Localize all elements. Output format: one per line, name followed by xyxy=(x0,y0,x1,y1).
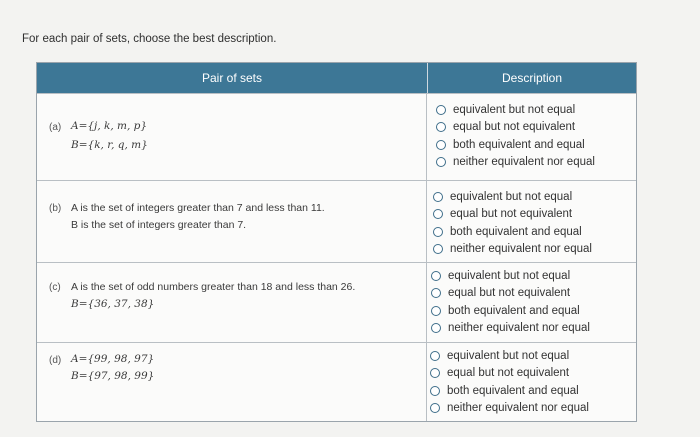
desc-cell-d xyxy=(427,343,636,421)
sets-table xyxy=(36,62,637,422)
pair-cell-c xyxy=(37,263,427,342)
table-header xyxy=(37,63,636,93)
radio-button[interactable] xyxy=(433,244,443,254)
desc-cell-a xyxy=(427,94,636,180)
radio-button[interactable] xyxy=(436,157,446,167)
option-label: both equivalent and equal xyxy=(448,304,580,317)
option-d-equal-not-equivalent[interactable] xyxy=(430,365,589,383)
option-label: both equivalent and equal xyxy=(447,384,579,397)
set-a-definition: A={j, k, m, p} xyxy=(71,120,148,132)
option-label: equivalent but not equal xyxy=(448,269,571,282)
option-label: neither equivalent nor equal xyxy=(450,243,592,256)
option-label: equal but not equivalent xyxy=(448,287,571,300)
option-label: equivalent but not equal xyxy=(447,349,570,362)
set-a-definition: A is the set of integers greater than 7 and less than 11. xyxy=(71,202,325,214)
option-label: neither equivalent nor equal xyxy=(448,322,590,335)
radio-button[interactable] xyxy=(433,227,443,237)
radio-button[interactable] xyxy=(433,209,443,219)
radio-button[interactable] xyxy=(430,351,440,361)
pair-cell-a xyxy=(37,94,427,180)
radio-button[interactable] xyxy=(430,403,440,413)
radio-button[interactable] xyxy=(431,323,441,333)
header-pair-of-sets: Pair of sets xyxy=(37,63,428,93)
option-c-both[interactable] xyxy=(431,302,590,320)
option-c-equal-not-equivalent[interactable] xyxy=(431,285,590,303)
pair-cell-d xyxy=(37,343,427,421)
set-b-definition: B is the set of integers greater than 7. xyxy=(71,219,247,231)
set-b-definition: B={97, 98, 99} xyxy=(71,370,155,382)
pair-cell-b xyxy=(37,181,427,262)
option-a-neither[interactable] xyxy=(436,154,595,172)
set-b-definition: B={36, 37, 38} xyxy=(71,298,155,310)
radio-button[interactable] xyxy=(430,386,440,396)
radio-button[interactable] xyxy=(436,140,446,150)
option-c-neither[interactable] xyxy=(431,320,590,338)
radio-button[interactable] xyxy=(431,306,441,316)
option-b-neither[interactable] xyxy=(433,241,592,259)
radio-button[interactable] xyxy=(433,192,443,202)
row-label-d: (d) xyxy=(49,355,62,366)
option-b-equivalent-not-equal[interactable] xyxy=(433,188,592,206)
set-a-definition: A={99, 98, 97} xyxy=(71,353,155,365)
option-b-both[interactable] xyxy=(433,223,592,241)
table-row-b xyxy=(37,180,636,262)
option-label: both equivalent and equal xyxy=(453,138,585,151)
option-label: equivalent but not equal xyxy=(453,103,576,116)
option-label: equal but not equivalent xyxy=(450,208,573,221)
row-label-b: (b) xyxy=(49,203,62,214)
header-description: Description xyxy=(501,71,563,85)
option-label: neither equivalent nor equal xyxy=(453,156,595,169)
option-label: equivalent but not equal xyxy=(450,190,573,203)
option-d-neither[interactable] xyxy=(430,400,589,418)
row-label-a: (a) xyxy=(49,122,62,133)
desc-cell-c xyxy=(427,263,636,342)
radio-button[interactable] xyxy=(431,271,441,281)
option-d-both[interactable] xyxy=(430,382,589,400)
table-row-c xyxy=(37,262,636,342)
radio-button[interactable] xyxy=(436,122,446,132)
set-b-definition: B={k, r, q, m} xyxy=(71,139,148,151)
instruction-text: For each pair of sets, choose the best description. xyxy=(22,33,277,45)
desc-cell-b xyxy=(427,181,636,262)
option-a-equal-not-equivalent[interactable] xyxy=(436,119,595,137)
option-a-equivalent-not-equal[interactable] xyxy=(436,101,595,119)
option-d-equivalent-not-equal[interactable] xyxy=(430,347,589,365)
option-label: neither equivalent nor equal xyxy=(447,402,589,415)
option-label: both equivalent and equal xyxy=(450,225,582,238)
set-a-definition: A is the set of odd numbers greater than 18 and less than 26. xyxy=(71,281,356,293)
table-row-a xyxy=(37,93,636,180)
radio-button[interactable] xyxy=(430,368,440,378)
radio-button[interactable] xyxy=(436,105,446,115)
row-label-c: (c) xyxy=(49,282,61,293)
radio-button[interactable] xyxy=(431,288,441,298)
option-label: equal but not equivalent xyxy=(453,121,576,134)
option-label: equal but not equivalent xyxy=(447,367,570,380)
table-row-d xyxy=(37,342,636,421)
option-a-both[interactable] xyxy=(436,136,595,154)
option-b-equal-not-equivalent[interactable] xyxy=(433,206,592,224)
option-c-equivalent-not-equal[interactable] xyxy=(431,267,590,285)
